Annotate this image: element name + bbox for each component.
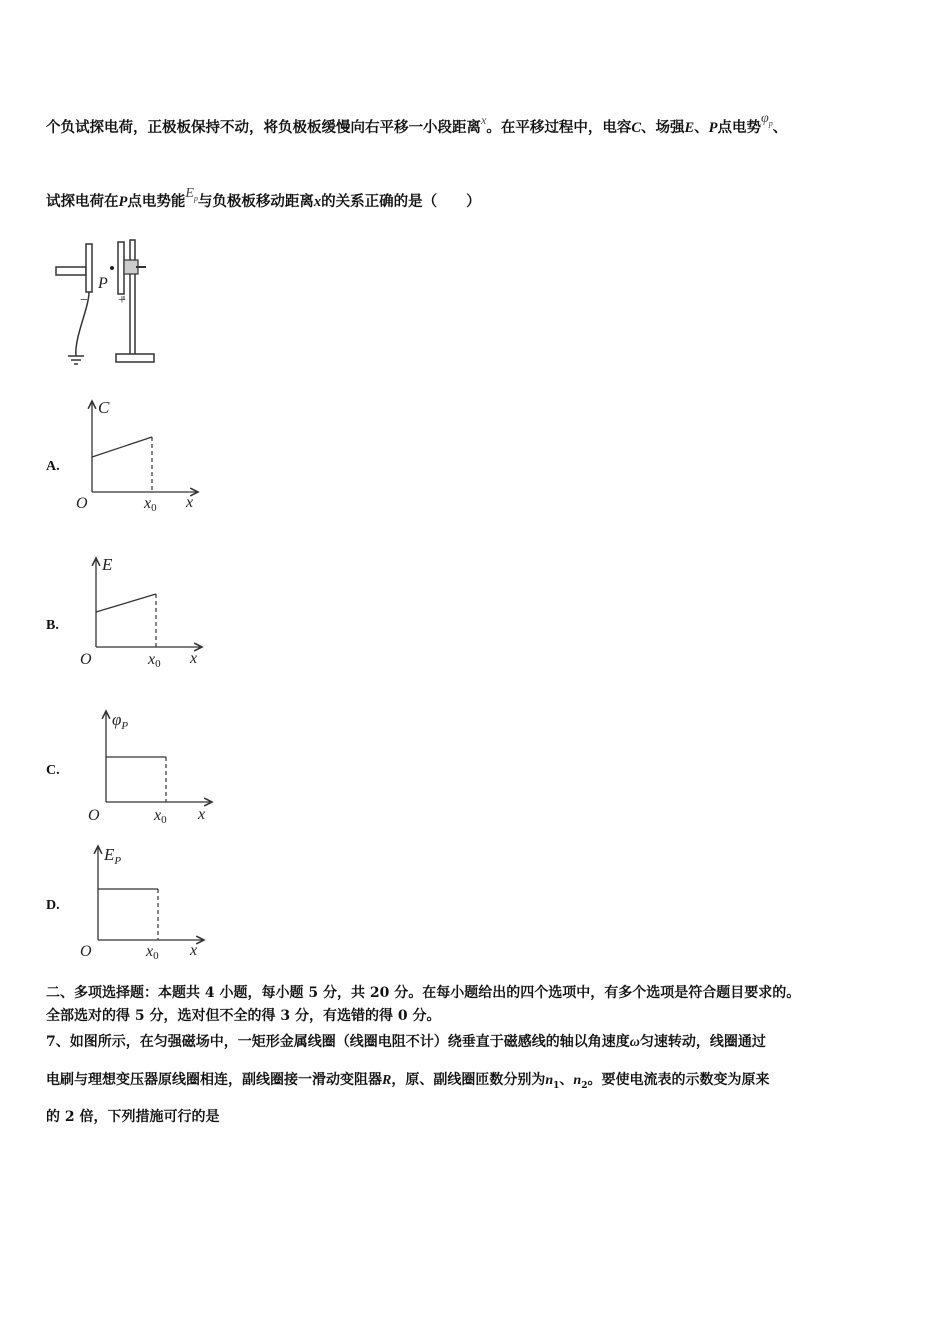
math-n1: n xyxy=(545,1073,554,1088)
text: 、场强 xyxy=(641,119,685,136)
q7-line-2 xyxy=(46,1069,769,1091)
text: 个负试探电荷，正极板保持不动，将负极板缓慢向右平移一小段距离 xyxy=(46,119,481,136)
Ep-subscript: p xyxy=(193,193,198,203)
text: 电刷与理想变压器原线圈相连，副线圈接一滑动变阻器 xyxy=(46,1072,382,1088)
Ep-symbol: E xyxy=(185,186,194,201)
question-line-2 xyxy=(46,186,481,212)
y-axis-label: $E_P$ xyxy=(104,845,122,867)
math-P: P xyxy=(118,194,128,210)
math-n2: n xyxy=(573,1073,582,1088)
origin-label: O xyxy=(88,807,100,824)
math-x: x xyxy=(313,194,322,210)
question-line-1 xyxy=(46,111,788,138)
text: ，原、副线圈匝数分别为 xyxy=(391,1072,546,1088)
option-b-graph xyxy=(72,552,212,672)
origin-label: O xyxy=(80,943,92,960)
x-axis-label: x xyxy=(190,942,198,959)
x0-label: x0 xyxy=(144,495,157,514)
text: 。要使电流表的示数变为原来 xyxy=(587,1072,770,1088)
origin-label: O xyxy=(76,495,88,512)
text: 、 xyxy=(772,119,788,136)
math-x: x xyxy=(481,113,487,127)
q7-line-3: 的 2 倍，下列措施可行的是 xyxy=(46,1109,220,1125)
text: 、 xyxy=(559,1072,574,1088)
text: 试探电荷在 xyxy=(46,193,119,210)
section-2-header-line-1: 二、多项选择题：本题共 4 小题，每小题 5 分，共 20 分。在每小题给出的四个选项中，有多个选项是符合题目要求的。 xyxy=(46,985,801,1001)
x-axis-label: x xyxy=(190,650,198,667)
q7-line-1 xyxy=(46,1031,766,1051)
option-a-graph xyxy=(70,395,210,515)
label-p: P xyxy=(98,275,108,292)
text: 与负极板移动距离 xyxy=(197,193,314,210)
n2-subscript: 2 xyxy=(581,1080,588,1091)
origin-label: O xyxy=(80,651,92,668)
option-b-label[interactable]: B. xyxy=(46,618,59,633)
graph-line xyxy=(96,594,156,612)
y-axis-label: C xyxy=(98,398,110,417)
text: 点电势 xyxy=(717,119,762,136)
label-minus: − xyxy=(80,293,88,308)
n1-subscript: 1 xyxy=(553,1080,560,1091)
x0-label: x0 xyxy=(154,807,167,826)
y-axis-label: E xyxy=(102,555,113,574)
x-axis-label: x xyxy=(186,494,194,511)
text: 7、如图所示，在匀强磁场中，一矩形金属线圈（线圈电阻不计）绕垂直于磁感线的轴以角速度 xyxy=(46,1034,630,1050)
phi-subscript: p xyxy=(768,118,773,128)
positive-plate xyxy=(118,242,124,294)
graph-line xyxy=(92,437,152,457)
left-rod xyxy=(56,267,86,275)
x0-label: x0 xyxy=(146,943,159,962)
option-d-graph xyxy=(74,840,214,962)
math-P: P xyxy=(708,120,718,136)
math-omega: ω xyxy=(629,1035,640,1050)
math-C: C xyxy=(631,120,641,136)
text: 点电势能 xyxy=(127,193,186,210)
text: 匀速转动，线圈通过 xyxy=(639,1034,766,1050)
phi-symbol: φ xyxy=(761,111,769,126)
math-phi-p xyxy=(761,111,773,126)
y-axis-label: $\varphi_P$ xyxy=(112,710,129,732)
point-p xyxy=(110,266,114,270)
text: 、 xyxy=(694,119,709,136)
option-c-label[interactable]: C. xyxy=(46,763,60,778)
negative-plate xyxy=(86,244,92,292)
clamp xyxy=(124,260,138,274)
capacitor-apparatus-figure xyxy=(52,238,167,368)
x0-label: x0 xyxy=(148,651,161,670)
math-Ep xyxy=(185,186,198,201)
text: 的关系正确的是（ ） xyxy=(321,193,481,210)
option-d-label[interactable]: D. xyxy=(46,898,60,913)
option-c-graph xyxy=(82,705,222,827)
stand-base xyxy=(116,354,154,362)
section-2-header-line-2: 全部选对的得 5 分，选对但不全的得 3 分，有选错的得 0 分。 xyxy=(46,1008,441,1024)
math-E: E xyxy=(684,120,695,136)
math-R: R xyxy=(382,1073,392,1088)
x-axis-label: x xyxy=(198,806,206,823)
stand-pole xyxy=(130,240,135,358)
option-a-label[interactable]: A. xyxy=(46,459,60,474)
text: 。在平移过程中，电容 xyxy=(486,119,632,136)
label-plus: + xyxy=(118,293,126,308)
